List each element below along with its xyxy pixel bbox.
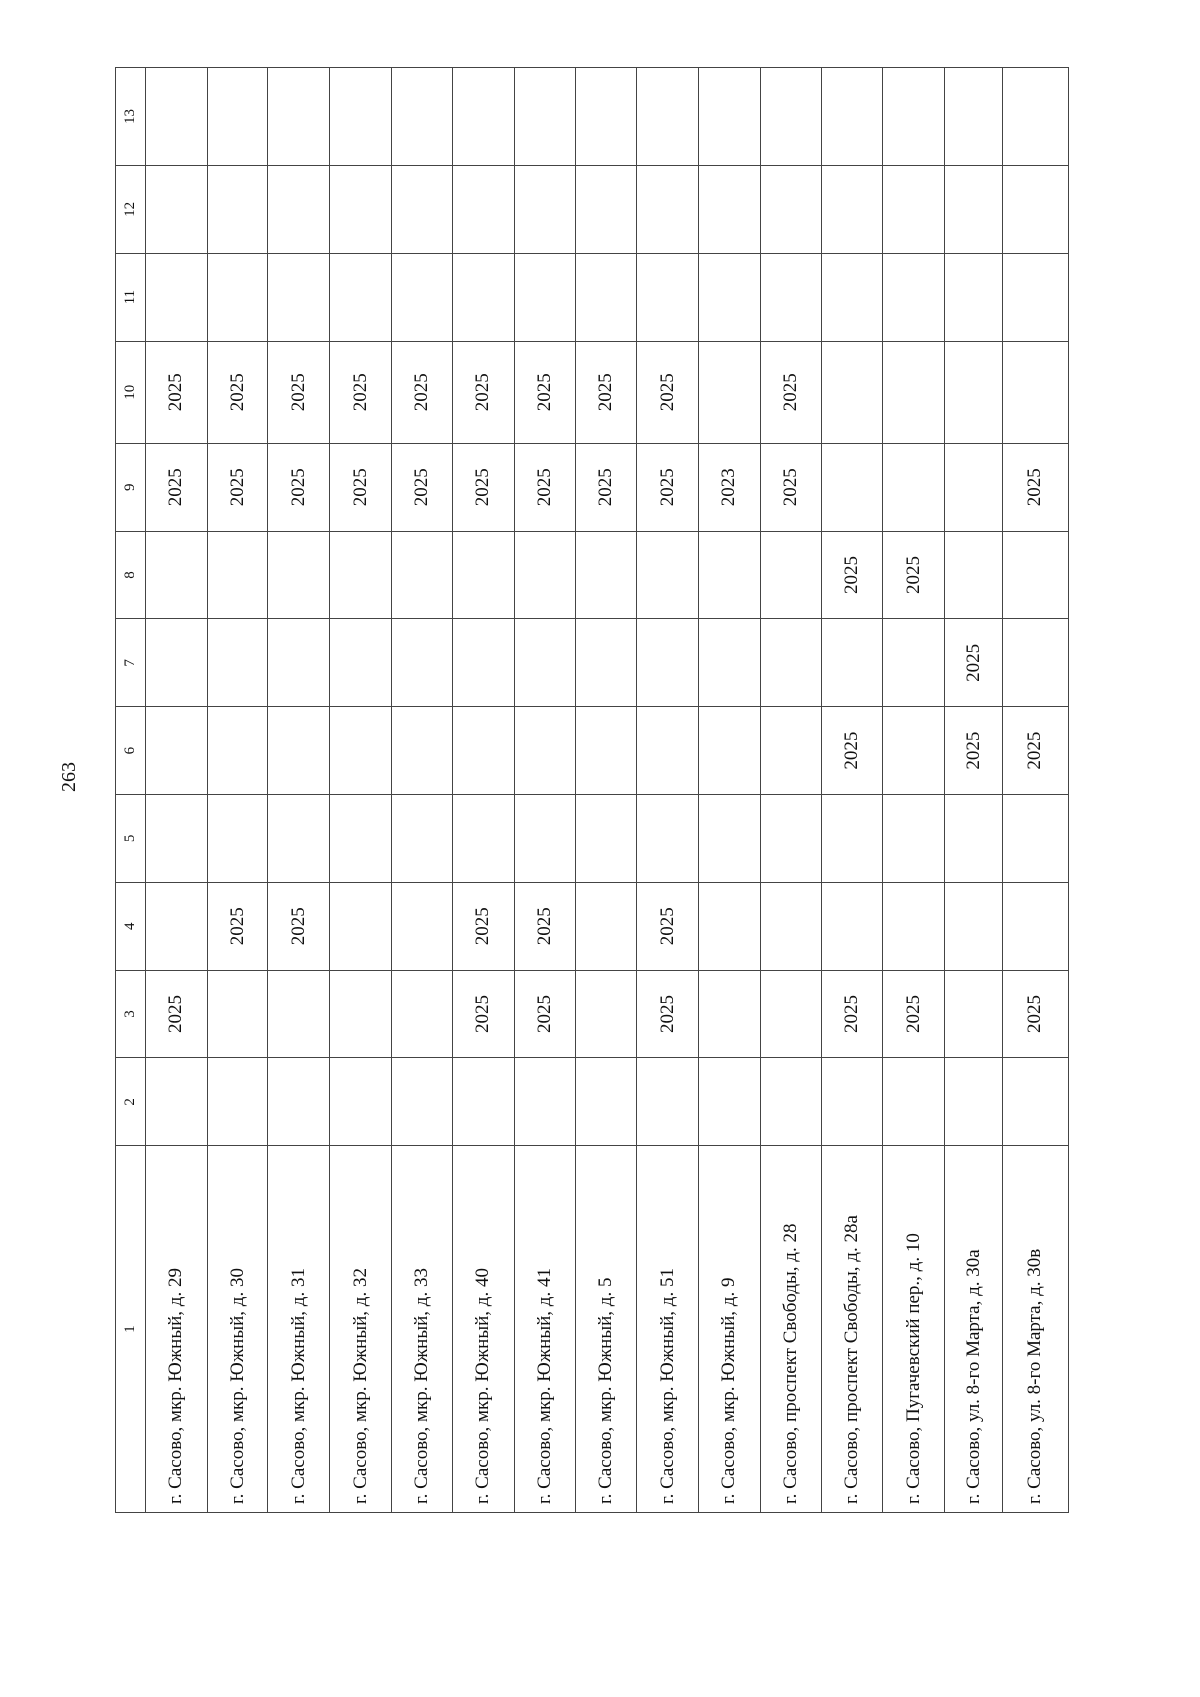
year-cell — [1002, 68, 1068, 166]
year-cell — [1002, 619, 1068, 707]
year-cell — [883, 443, 945, 531]
table-row — [821, 68, 883, 1513]
year-cell: 2025 — [883, 970, 945, 1058]
year-cell — [145, 253, 207, 341]
year-cell — [145, 882, 207, 970]
year-cell: 2025 — [1002, 443, 1068, 531]
year-cell — [945, 795, 1003, 883]
year-cell: 2025 — [514, 882, 576, 970]
year-cell — [760, 882, 821, 970]
year-cell — [945, 253, 1003, 341]
column-number-cell: 10 — [116, 341, 146, 443]
year-cell: 2025 — [1002, 707, 1068, 795]
year-cell — [514, 531, 576, 619]
year-cell — [514, 795, 576, 883]
column-number-cell: 4 — [116, 882, 146, 970]
year-cell: 2025 — [945, 619, 1003, 707]
year-cell — [514, 1058, 576, 1146]
year-cell — [268, 970, 330, 1058]
year-cell — [207, 68, 268, 166]
year-cell: 2025 — [268, 341, 330, 443]
year-cell — [698, 882, 760, 970]
address-cell: г. Сасово, ул. 8-го Марта, д. 30а — [945, 1146, 1003, 1513]
year-cell — [760, 970, 821, 1058]
address-cell: г. Сасово, мкр. Южный, д. 30 — [207, 1146, 268, 1513]
year-cell — [392, 795, 453, 883]
year-cell — [576, 531, 637, 619]
year-cell — [760, 1058, 821, 1146]
year-cell — [514, 707, 576, 795]
year-cell — [637, 619, 699, 707]
page-number: 263 — [58, 762, 80, 792]
year-cell — [821, 882, 883, 970]
table-row — [207, 68, 268, 1513]
year-cell — [392, 707, 453, 795]
year-cell: 2025 — [576, 341, 637, 443]
table-row — [698, 68, 760, 1513]
year-cell — [514, 253, 576, 341]
year-cell: 2025 — [452, 443, 514, 531]
year-cell — [268, 531, 330, 619]
address-cell: г. Сасово, мкр. Южный, д. 9 — [698, 1146, 760, 1513]
year-cell — [576, 882, 637, 970]
year-cell — [698, 970, 760, 1058]
year-cell — [945, 443, 1003, 531]
year-cell — [145, 68, 207, 166]
year-cell — [392, 68, 453, 166]
year-cell — [452, 253, 514, 341]
year-cell — [576, 707, 637, 795]
year-cell: 2025 — [637, 882, 699, 970]
year-cell — [268, 619, 330, 707]
table-row — [514, 68, 576, 1513]
table-row — [883, 68, 945, 1513]
year-cell — [392, 253, 453, 341]
year-cell — [760, 795, 821, 883]
year-cell: 2025 — [392, 443, 453, 531]
year-cell — [268, 165, 330, 253]
year-cell — [452, 707, 514, 795]
year-cell — [145, 1058, 207, 1146]
year-cell — [392, 531, 453, 619]
year-cell — [698, 165, 760, 253]
year-cell — [330, 970, 392, 1058]
year-cell: 2025 — [207, 443, 268, 531]
year-cell — [883, 619, 945, 707]
year-cell: 2025 — [637, 443, 699, 531]
year-cell: 2025 — [452, 882, 514, 970]
year-cell — [821, 341, 883, 443]
year-cell — [268, 707, 330, 795]
year-cell — [514, 68, 576, 166]
table-row — [452, 68, 514, 1513]
year-cell — [821, 619, 883, 707]
year-cell — [698, 1058, 760, 1146]
year-cell: 2025 — [207, 341, 268, 443]
address-cell: г. Сасово, проспект Свободы, д. 28а — [821, 1146, 883, 1513]
year-cell: 2025 — [514, 970, 576, 1058]
year-cell — [1002, 165, 1068, 253]
table-row — [1002, 68, 1068, 1513]
year-cell — [452, 1058, 514, 1146]
year-cell — [821, 165, 883, 253]
year-cell — [760, 707, 821, 795]
year-cell — [207, 253, 268, 341]
year-cell — [207, 531, 268, 619]
column-number-cell: 9 — [116, 443, 146, 531]
year-cell — [637, 795, 699, 883]
year-cell — [883, 253, 945, 341]
year-cell — [821, 795, 883, 883]
column-number-cell: 7 — [116, 619, 146, 707]
year-cell: 2025 — [452, 341, 514, 443]
year-cell — [698, 795, 760, 883]
table-row — [330, 68, 392, 1513]
year-cell — [452, 619, 514, 707]
year-cell — [207, 1058, 268, 1146]
address-cell: г. Сасово, мкр. Южный, д. 40 — [452, 1146, 514, 1513]
address-cell: г. Сасово, мкр. Южный, д. 41 — [514, 1146, 576, 1513]
year-cell — [330, 68, 392, 166]
year-cell — [760, 165, 821, 253]
year-cell — [576, 619, 637, 707]
year-cell — [452, 795, 514, 883]
table-row — [637, 68, 699, 1513]
column-number-cell: 13 — [116, 68, 146, 166]
year-cell — [883, 68, 945, 166]
year-cell — [821, 1058, 883, 1146]
table-row — [392, 68, 453, 1513]
year-cell — [945, 165, 1003, 253]
year-cell: 2023 — [698, 443, 760, 531]
year-cell — [514, 619, 576, 707]
year-cell — [698, 68, 760, 166]
column-number-cell: 8 — [116, 531, 146, 619]
year-cell — [945, 970, 1003, 1058]
address-cell: г. Сасово, ул. 8-го Марта, д. 30в — [1002, 1146, 1068, 1513]
year-cell — [268, 1058, 330, 1146]
year-cell — [883, 165, 945, 253]
column-number-cell: 12 — [116, 165, 146, 253]
year-cell — [452, 531, 514, 619]
year-cell — [330, 882, 392, 970]
year-cell — [1002, 795, 1068, 883]
year-cell: 2025 — [760, 443, 821, 531]
year-cell: 2025 — [637, 341, 699, 443]
year-cell — [576, 795, 637, 883]
year-cell — [330, 619, 392, 707]
year-cell: 2025 — [637, 970, 699, 1058]
address-cell: г. Сасово, мкр. Южный, д. 31 — [268, 1146, 330, 1513]
column-number-cell: 11 — [116, 253, 146, 341]
address-cell: г. Сасово, мкр. Южный, д. 5 — [576, 1146, 637, 1513]
year-cell — [883, 707, 945, 795]
table-row — [760, 68, 821, 1513]
year-cell — [207, 707, 268, 795]
year-cell — [945, 1058, 1003, 1146]
year-cell: 2025 — [330, 341, 392, 443]
column-number-cell: 3 — [116, 970, 146, 1058]
address-cell: г. Сасово, проспект Свободы, д. 28 — [760, 1146, 821, 1513]
year-cell — [760, 531, 821, 619]
year-cell — [698, 707, 760, 795]
year-cell — [637, 1058, 699, 1146]
year-cell — [392, 619, 453, 707]
year-cell: 2025 — [576, 443, 637, 531]
year-cell — [698, 531, 760, 619]
year-cell — [392, 1058, 453, 1146]
table-row — [268, 68, 330, 1513]
year-cell — [330, 1058, 392, 1146]
address-cell: г. Сасово, мкр. Южный, д. 51 — [637, 1146, 699, 1513]
year-cell — [207, 795, 268, 883]
year-cell: 2025 — [145, 341, 207, 443]
year-cell — [330, 707, 392, 795]
year-cell — [576, 165, 637, 253]
year-cell: 2025 — [821, 531, 883, 619]
year-cell — [945, 531, 1003, 619]
year-cell — [760, 68, 821, 166]
year-cell — [883, 795, 945, 883]
year-cell — [145, 531, 207, 619]
year-cell — [1002, 882, 1068, 970]
year-cell — [576, 970, 637, 1058]
year-cell — [883, 1058, 945, 1146]
year-cell: 2025 — [514, 341, 576, 443]
year-cell — [268, 253, 330, 341]
year-cell: 2025 — [821, 707, 883, 795]
year-cell — [1002, 253, 1068, 341]
year-cell — [576, 1058, 637, 1146]
year-cell — [576, 253, 637, 341]
year-cell — [945, 882, 1003, 970]
year-cell — [268, 68, 330, 166]
table-row — [945, 68, 1003, 1513]
year-cell — [145, 619, 207, 707]
header-row — [116, 68, 146, 1513]
year-cell — [821, 253, 883, 341]
year-cell: 2025 — [392, 341, 453, 443]
year-cell: 2025 — [883, 531, 945, 619]
year-cell — [330, 795, 392, 883]
year-cell: 2025 — [268, 882, 330, 970]
year-cell — [698, 619, 760, 707]
year-cell — [821, 443, 883, 531]
year-cell: 2025 — [207, 882, 268, 970]
year-cell — [268, 795, 330, 883]
year-cell: 2025 — [1002, 970, 1068, 1058]
year-cell — [330, 165, 392, 253]
year-cell: 2025 — [452, 970, 514, 1058]
year-cell — [637, 165, 699, 253]
table-row — [145, 68, 207, 1513]
year-cell — [945, 68, 1003, 166]
year-cell — [452, 68, 514, 166]
year-cell — [821, 68, 883, 166]
year-cell — [698, 253, 760, 341]
column-number-cell: 2 — [116, 1058, 146, 1146]
year-cell — [145, 707, 207, 795]
year-cell — [392, 165, 453, 253]
year-cell — [392, 970, 453, 1058]
year-cell — [760, 619, 821, 707]
address-cell: г. Сасово, Пугачевский пер., д. 10 — [883, 1146, 945, 1513]
year-cell — [330, 253, 392, 341]
year-cell — [207, 165, 268, 253]
year-cell — [637, 707, 699, 795]
year-cell — [637, 531, 699, 619]
year-cell: 2025 — [945, 707, 1003, 795]
year-cell: 2025 — [514, 443, 576, 531]
year-cell — [1002, 1058, 1068, 1146]
year-cell — [514, 165, 576, 253]
column-number-cell: 6 — [116, 707, 146, 795]
year-cell — [207, 619, 268, 707]
year-cell — [760, 253, 821, 341]
year-cell — [1002, 341, 1068, 443]
column-number-cell: 1 — [116, 1146, 146, 1513]
year-cell: 2025 — [268, 443, 330, 531]
year-cell — [637, 253, 699, 341]
address-cell: г. Сасово, мкр. Южный, д. 33 — [392, 1146, 453, 1513]
year-cell — [145, 795, 207, 883]
year-cell — [207, 970, 268, 1058]
year-cell — [145, 165, 207, 253]
year-cell: 2025 — [145, 970, 207, 1058]
address-cell: г. Сасово, мкр. Южный, д. 32 — [330, 1146, 392, 1513]
year-cell — [698, 341, 760, 443]
year-cell: 2025 — [821, 970, 883, 1058]
year-cell: 2025 — [145, 443, 207, 531]
year-cell — [637, 68, 699, 166]
year-cell — [330, 531, 392, 619]
year-cell: 2025 — [330, 443, 392, 531]
year-cell — [883, 882, 945, 970]
address-cell: г. Сасово, мкр. Южный, д. 29 — [145, 1146, 207, 1513]
data-table — [115, 67, 1069, 1513]
year-cell — [1002, 531, 1068, 619]
column-number-cell: 5 — [116, 795, 146, 883]
year-cell — [576, 68, 637, 166]
year-cell: 2025 — [760, 341, 821, 443]
year-cell — [883, 341, 945, 443]
year-cell — [945, 341, 1003, 443]
table-row — [576, 68, 637, 1513]
year-cell — [452, 165, 514, 253]
year-cell — [392, 882, 453, 970]
